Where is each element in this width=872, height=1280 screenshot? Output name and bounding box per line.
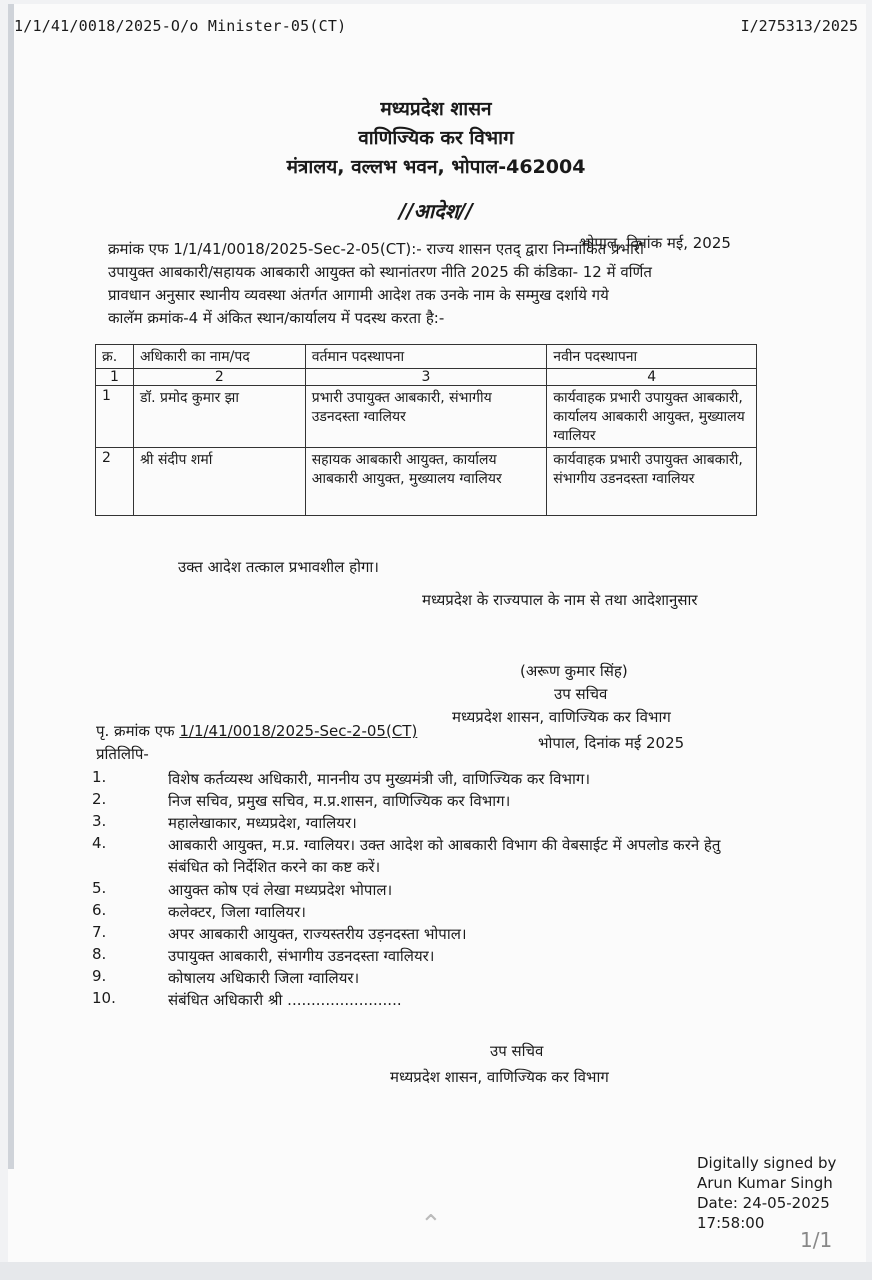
item-number: 10. — [92, 989, 116, 1007]
page-indicator: 1/1 — [800, 1228, 833, 1252]
item-text: आबकारी आयुक्त, म.प्र. ग्वालियर। उक्त आदेश को आबकारी विभाग की वेबसाईट में अपलोड करने हेतु संबंधित को निर्देशित करने का कष्ट करें। — [168, 836, 721, 876]
body-line-1: क्रमांक एफ 1/1/41/0018/2025-Sec-2-05(CT):- राज्य शासन एतद् द्वारा निम्नांकित प्रभारी — [108, 240, 644, 258]
col-number: 3 — [305, 369, 547, 386]
digital-signature-block — [697, 1153, 836, 1233]
row-current-posting: सहायक आबकारी आयुक्त, कार्यालय आबकारी आयुक्त, मुख्यालय ग्वालियर — [305, 448, 547, 516]
item-number: 7. — [92, 923, 107, 941]
file-reference: 1/1/41/0018/2025-O/o Minister-05(CT) — [14, 17, 347, 35]
effective-statement: उक्त आदेश तत्काल प्रभावशील होगा। — [178, 558, 379, 576]
body-line-4: कालॅम क्रमांक-4 में अंकित स्थान/कार्यालय में पदस्थ करता है:- — [108, 309, 445, 327]
item-text: महालेखाकार, मध्यप्रदेश, ग्वालियर। — [168, 814, 357, 832]
item-text: आयुक्त कोष एवं लेखा मध्यप्रदेश भोपाल। — [168, 881, 393, 899]
item-text: कोषालय अधिकारी जिला ग्वालियर। — [168, 969, 360, 987]
header-officer: अधिकारी का नाम/पद — [133, 345, 305, 369]
row-officer-name: डॉ. प्रमोद कुमार झा — [133, 386, 305, 448]
row-officer-name: श्री संदीप शर्मा — [133, 448, 305, 516]
order-title: //आदेश// — [399, 199, 473, 223]
item-text: अपर आबकारी आयुक्त, राज्यस्तरीय उड़नदस्ता भोपाल। — [168, 925, 467, 943]
chevron-up-icon[interactable]: ⌃ — [420, 1210, 442, 1240]
col-number: 1 — [96, 369, 134, 386]
transfer-table — [95, 344, 757, 516]
table-header-row — [96, 345, 757, 369]
row-sno: 1 — [96, 386, 134, 448]
signatory-name: (अरूण कुमार सिंह) — [520, 662, 628, 680]
body-line-3: प्रावधान अनुसार स्थानीय व्यवस्था अंतर्गत आगामी आदेश तक उनके नाम के सम्मुख दर्शाये गये — [108, 286, 609, 304]
table-row — [96, 448, 757, 516]
footer-department: मध्यप्रदेश शासन, वाणिज्यिक कर विभाग — [390, 1068, 609, 1086]
order-body — [108, 238, 772, 330]
header-current-posting: वर्तमान पदस्थापना — [305, 345, 547, 369]
address-heading: मंत्रालय, वल्लभ भवन, भोपाल-462004 — [286, 156, 586, 178]
item-text: निज सचिव, प्रमुख सचिव, म.प्र.शासन, वाणिज्यिक कर विभाग। — [168, 792, 511, 810]
govt-heading: मध्यप्रदेश शासन — [380, 98, 492, 120]
signatory-designation: उप सचिव — [554, 685, 608, 703]
signature-line: Arun Kumar Singh — [697, 1174, 833, 1192]
item-number: 2. — [92, 790, 107, 808]
signatory-department: मध्यप्रदेश शासन, वाणिज्यिक कर विभाग — [452, 708, 671, 726]
body-line-2: उपायुक्त आबकारी/सहायक आबकारी आयुक्त को स्थानांतरण नीति 2025 की कंडिका- 12 में वर्णित — [108, 263, 652, 281]
item-text: कलेक्टर, जिला ग्वालियर। — [168, 903, 306, 921]
signature-line: Digitally signed by — [697, 1154, 837, 1172]
endorsement-place-date: भोपाल, दिनांक मई 2025 — [538, 734, 685, 752]
item-number: 6. — [92, 901, 107, 919]
item-text: उपायुक्त आबकारी, संभागीय उडनदस्ता ग्वालियर। — [168, 947, 435, 965]
row-current-posting: प्रभारी उपायुक्त आबकारी, संभागीय उडनदस्ता ग्वालियर — [305, 386, 547, 448]
governor-order-line: मध्यप्रदेश के राज्यपाल के नाम से तथा आदेशानुसार — [422, 591, 698, 609]
signature-line: Date: 24-05-2025 — [697, 1194, 830, 1212]
department-heading: वाणिज्यिक कर विभाग — [358, 127, 514, 149]
endorsement-prefix: पृ. क्रमांक एफ — [96, 722, 180, 740]
signature-line: 17:58:00 — [697, 1214, 765, 1232]
row-sno: 2 — [96, 448, 134, 516]
header-new-posting: नवीन पदस्थापना — [547, 345, 757, 369]
item-number: 8. — [92, 945, 107, 963]
item-number: 4. — [92, 834, 107, 852]
table-row — [96, 386, 757, 448]
col-number: 4 — [547, 369, 757, 386]
endorsement-ref: 1/1/41/0018/2025-Sec-2-05(CT) — [179, 722, 418, 740]
item-number: 3. — [92, 812, 107, 830]
viewer-bottom-edge — [0, 1262, 872, 1280]
item-text: विशेष कर्तव्यस्थ अधिकारी, माननीय उप मुख्यमंत्री जी, वाणिज्यिक कर विभाग। — [168, 770, 591, 788]
receipt-number: I/275313/2025 — [740, 17, 858, 35]
item-number: 9. — [92, 967, 107, 985]
copy-to-label: प्रतिलिपि- — [96, 745, 149, 763]
endorsement-number — [96, 721, 417, 741]
footer-designation: उप सचिव — [490, 1042, 544, 1060]
item-number: 5. — [92, 879, 107, 897]
table-column-number-row — [96, 369, 757, 386]
order-place-date: भोपाल, दिनांक मई, 2025 — [580, 234, 731, 252]
row-new-posting: कार्यवाहक प्रभारी उपायुक्त आबकारी, संभागीय उडनदस्ता ग्वालियर — [547, 448, 757, 516]
col-number: 2 — [133, 369, 305, 386]
header-sno: क्र. — [96, 345, 134, 369]
row-new-posting: कार्यवाहक प्रभारी उपायुक्त आबकारी, कार्यालय आबकारी आयुक्त, मुख्यालय ग्वालियर — [547, 386, 757, 448]
item-number: 1. — [92, 768, 107, 786]
item-text: संबंधित अधिकारी श्री ........................ — [168, 991, 402, 1009]
